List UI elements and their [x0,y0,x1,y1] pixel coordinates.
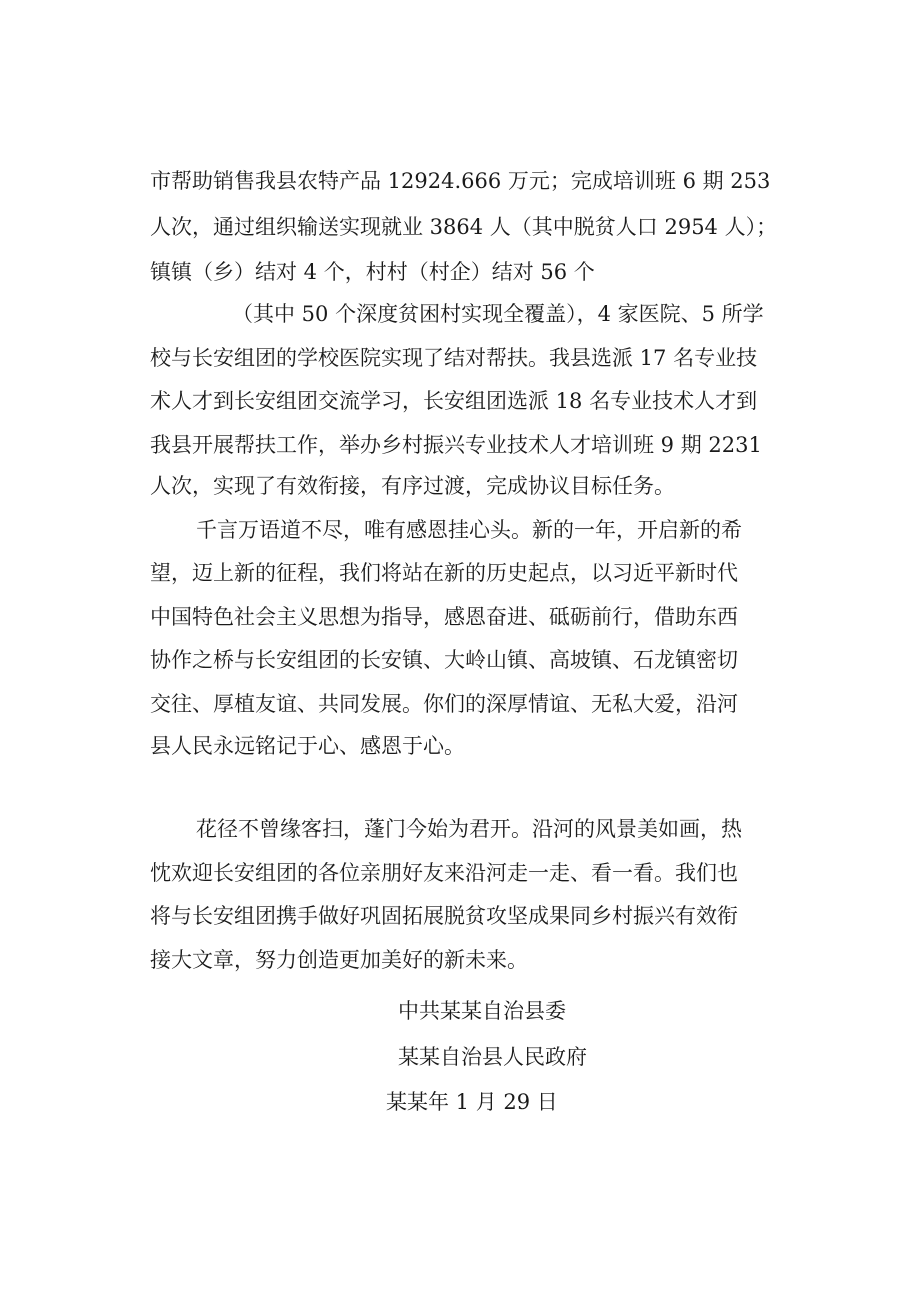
text-line: 镇镇（乡）结对 4 个，村村（村企）结对 56 个 [150,260,595,284]
signature-date: 某某年 1 月 29 日 [386,1090,558,1114]
signature-county-committee: 中共某某自治县委 [398,999,566,1023]
text-line: 忱欢迎长安组团的各位亲朋好友来沿河走一走、看一看。我们也 [150,861,738,885]
text-line: 望，迈上新的征程，我们将站在新的历史起点，以习近平新时代 [150,561,738,585]
text-line: 将与长安组团携手做好巩固拓展脱贫攻坚成果同乡村振兴有效衔 [150,904,738,928]
text-line: 花径不曾缘客扫，蓬门今始为君开。沿河的风景美如画，热 [196,817,742,841]
text-line: 县人民永远铭记于心、感恩于心。 [150,734,465,758]
text-line: 术人才到长安组团交流学习，长安组团选派 18 名专业技术人才到 [150,389,758,413]
text-line: 接大文章，努力创造更加美好的新未来。 [150,948,528,972]
text-line: 协作之桥与长安组团的长安镇、大岭山镇、高坡镇、石龙镇密切 [150,648,738,672]
text-line: 交往、厚植友谊、共同发展。你们的深厚情谊、无私大爱，沿河 [150,692,738,716]
text-line: 校与长安组团的学校医院实现了结对帮扶。我县选派 17 名专业技 [150,346,758,370]
text-line: 我县开展帮扶工作，举办乡村振兴专业技术人才培训班 9 期 2231 [150,433,762,457]
text-line: 人次，实现了有效衔接，有序过渡，完成协议目标任务。 [150,474,675,498]
signature-county-government: 某某自治县人民政府 [398,1045,587,1069]
text-line: 中国特色社会主义思想为指导，感恩奋进、砥砺前行，借助东西 [150,605,738,629]
text-line: 人次，通过组织输送实现就业 3864 人（其中脱贫人口 2954 人）； [150,215,778,239]
text-line: （其中 50 个深度贫困村实现全覆盖），4 家医院、5 所学 [232,302,764,326]
text-line: 千言万语道不尽，唯有感恩挂心头。新的一年，开启新的希 [196,518,742,542]
text-line: 市帮助销售我县农特产品 12924.666 万元；完成培训班 6 期 253 [150,169,771,193]
